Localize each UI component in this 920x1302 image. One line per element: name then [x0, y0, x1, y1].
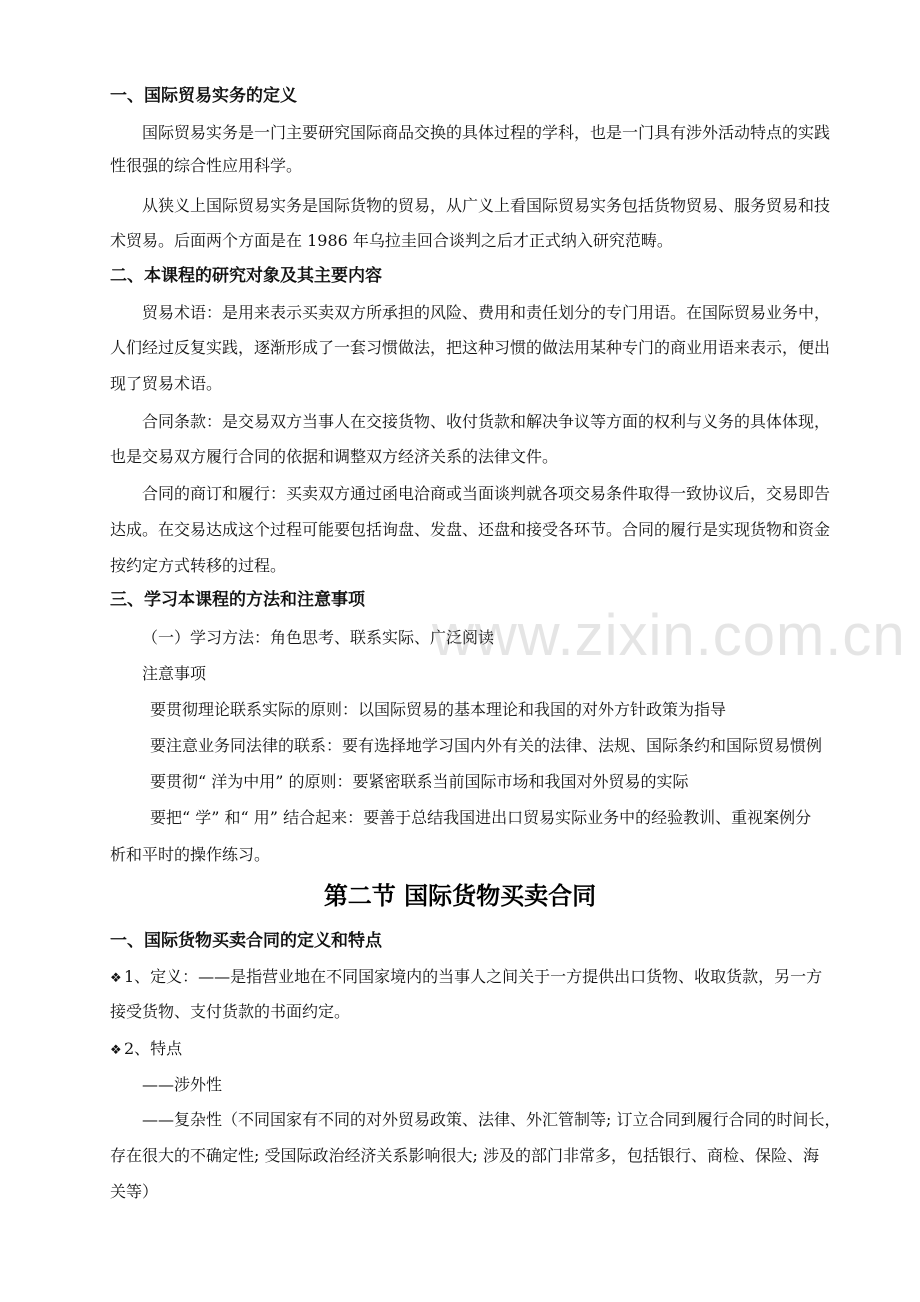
paragraph-line: 按约定方式转移的过程。	[110, 556, 287, 575]
section-heading-definition: 一、国际贸易实务的定义	[110, 86, 297, 106]
note-item-continuation: 析和平时的操作练习。	[110, 845, 271, 864]
paragraph-line: 术贸易。后面两个方面是在 1986 年乌拉圭回合谈判之后才正式纳入研究范畴。	[110, 231, 673, 250]
paragraph-line: 人们经过反复实践，逐渐形成了一套习惯做法，把这种习惯的做法用某种专门的商业用语来表示，便出	[110, 338, 831, 357]
paragraph-line: 合同的商订和履行：买卖双方通过函电洽商或当面谈判就各项交易条件取得一致协议后，交易即告	[142, 484, 831, 503]
features-line	[110, 1039, 182, 1061]
feature-item-continuation: 关等）	[110, 1182, 159, 1201]
section-heading-methods: 三、学习本课程的方法和注意事项	[110, 590, 365, 610]
paragraph-line: 合同条款：是交易双方当事人在交接货物、收付货款和解决争议等方面的权利与义务的具体体现，	[142, 412, 831, 431]
paragraph-line: 贸易术语：是用来表示买卖双方所承担的风险、费用和责任划分的专门用语。在国际贸易业务中，	[142, 303, 831, 322]
note-item: 要注意业务同法律的联系：要有选择地学习国内外有关的法律、法规、国际条约和国际贸易惯例	[150, 736, 823, 755]
watermark: www.zixin.com.cn	[432, 603, 906, 668]
paragraph-line: 达成。在交易达成这个过程可能要包括询盘、发盘、还盘和接受各环节。合同的履行是实现货物和资金	[110, 520, 831, 539]
feature-item: ——涉外性	[142, 1075, 223, 1094]
section-heading-research-object: 二、本课程的研究对象及其主要内容	[110, 266, 382, 286]
features-label: 2、特点	[124, 1039, 183, 1058]
paragraph-line: 国际贸易实务是一门主要研究国际商品交换的具体过程的学科，也是一门具有涉外活动特点的实践	[142, 123, 831, 142]
definition-continuation: 接受货物、支付货款的书面约定。	[110, 1002, 351, 1021]
note-item: 要贯彻理论联系实际的原则：以国际贸易的基本理论和我国的对外方针政策为指导	[150, 700, 727, 719]
method-line: （一）学习方法：角色思考、联系实际、广泛阅读	[142, 628, 495, 647]
notes-label: 注意事项	[142, 664, 207, 683]
definition-line	[110, 967, 822, 989]
paragraph-line: 也是交易双方履行合同的依据和调整双方经济关系的法律文件。	[110, 447, 559, 466]
paragraph-line: 现了贸易术语。	[110, 374, 223, 393]
diamond-bullet-icon: ❖	[110, 1043, 122, 1058]
feature-item-continuation: 存在很大的不确定性; 受国际政治经济关系影响很大; 涉及的部门非常多，包括银行、商检、保险、海	[110, 1146, 819, 1165]
diamond-bullet-icon: ❖	[110, 971, 122, 986]
paragraph-line: 性很强的综合性应用科学。	[110, 156, 303, 175]
note-item: 要贯彻“ 洋为中用” 的原则：要紧密联系当前国际市场和我国对外贸易的实际	[150, 772, 689, 791]
paragraph-line: 从狭义上国际贸易实务是国际货物的贸易，从广义上看国际贸易实务包括货物贸易、服务贸易和技	[142, 196, 831, 215]
section-heading-contract: 一、国际货物买卖合同的定义和特点	[110, 931, 382, 951]
note-item: 要把“ 学” 和“ 用” 结合起来：要善于总结我国进出口贸易实际业务中的经验教训、重视案例分	[150, 808, 812, 827]
definition-text: 1、定义：——是指营业地在不同国家境内的当事人之间关于一方提供出口货物、收取货款，另一方	[124, 967, 823, 986]
chapter-title: 第二节 国际货物买卖合同	[323, 882, 597, 910]
feature-item: ——复杂性（不同国家有不同的对外贸易政策、法律、外汇管制等; 订立合同到履行合同的时间长，	[142, 1110, 841, 1129]
